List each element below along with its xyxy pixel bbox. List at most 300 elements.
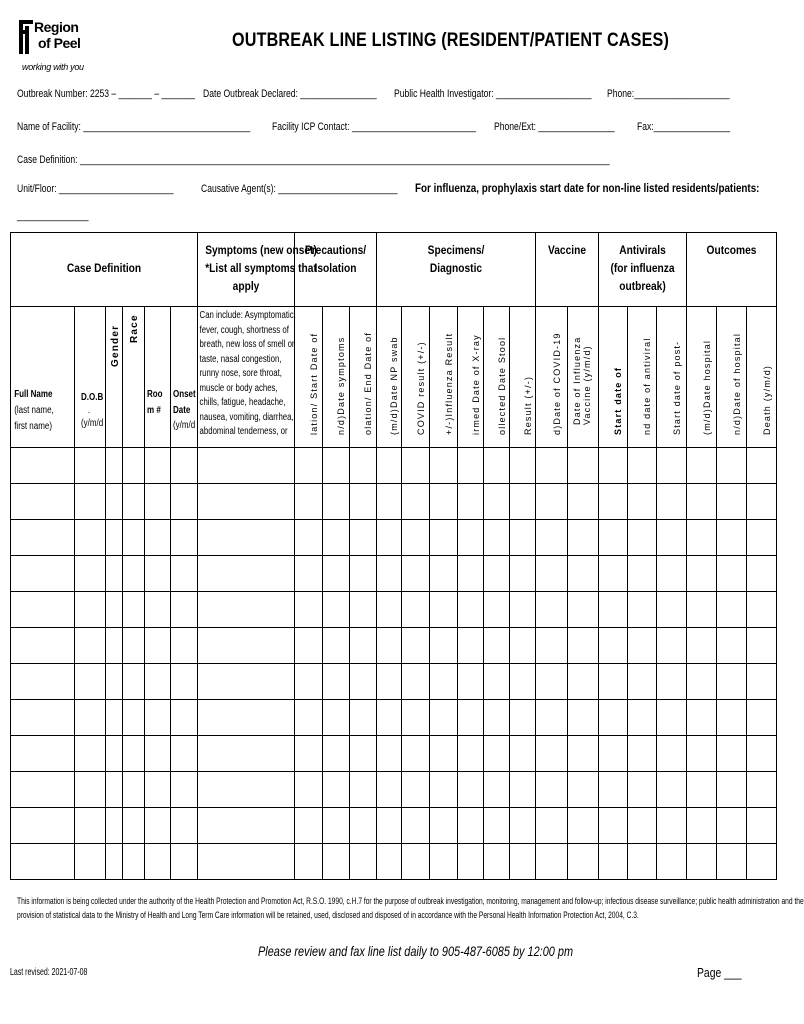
table-cell[interactable] (11, 664, 75, 700)
table-cell[interactable] (323, 556, 350, 592)
table-cell[interactable] (402, 592, 430, 628)
table-cell[interactable] (510, 844, 536, 880)
causative-agent-field[interactable]: Causative Agent(s): _________________________ (201, 183, 398, 195)
table-cell[interactable] (123, 484, 145, 520)
table-cell[interactable] (323, 628, 350, 664)
table-cell[interactable] (106, 448, 123, 484)
table-cell[interactable] (75, 736, 106, 772)
table-cell[interactable] (106, 484, 123, 520)
date-outbreak-declared-field[interactable]: Date Outbreak Declared: ________________ (203, 88, 377, 100)
table-cell[interactable] (747, 520, 777, 556)
table-cell[interactable] (198, 736, 295, 772)
table-cell[interactable] (628, 736, 657, 772)
table-cell[interactable] (323, 664, 350, 700)
table-cell[interactable] (295, 772, 323, 808)
table-cell[interactable] (510, 484, 536, 520)
table-cell[interactable] (11, 808, 75, 844)
table-cell[interactable] (484, 448, 510, 484)
table-cell[interactable] (510, 700, 536, 736)
table-cell[interactable] (295, 808, 323, 844)
table-cell[interactable] (171, 520, 198, 556)
table-cell[interactable] (75, 772, 106, 808)
table-cell[interactable] (536, 808, 568, 844)
table-cell[interactable] (657, 664, 687, 700)
table-cell[interactable] (377, 448, 402, 484)
table-cell[interactable] (430, 520, 458, 556)
table-cell[interactable] (75, 808, 106, 844)
table-cell[interactable] (123, 772, 145, 808)
table-cell[interactable] (430, 700, 458, 736)
table-cell[interactable] (198, 484, 295, 520)
table-cell[interactable] (11, 520, 75, 556)
table-cell[interactable] (377, 592, 402, 628)
table-cell[interactable] (458, 592, 484, 628)
table-cell[interactable] (536, 844, 568, 880)
table-cell[interactable] (687, 700, 717, 736)
table-cell[interactable] (350, 736, 377, 772)
table-cell[interactable] (295, 520, 323, 556)
table-cell[interactable] (458, 520, 484, 556)
table-cell[interactable] (75, 844, 106, 880)
table-cell[interactable] (536, 772, 568, 808)
table-cell[interactable] (350, 520, 377, 556)
table-cell[interactable] (458, 808, 484, 844)
table-cell[interactable] (350, 844, 377, 880)
table-cell[interactable] (171, 772, 198, 808)
table-cell[interactable] (145, 520, 171, 556)
table-cell[interactable] (123, 520, 145, 556)
table-cell[interactable] (377, 520, 402, 556)
table-cell[interactable] (198, 592, 295, 628)
case-definition-field[interactable]: Case Definition: _______________________________________________________________________________________________________________ (17, 154, 610, 166)
table-cell[interactable] (536, 628, 568, 664)
table-cell[interactable] (687, 592, 717, 628)
table-cell[interactable] (377, 844, 402, 880)
table-cell[interactable] (536, 592, 568, 628)
table-cell[interactable] (717, 592, 747, 628)
table-cell[interactable] (295, 448, 323, 484)
table-cell[interactable] (323, 808, 350, 844)
table-cell[interactable] (657, 628, 687, 664)
table-cell[interactable] (295, 592, 323, 628)
table-cell[interactable] (430, 772, 458, 808)
table-cell[interactable] (11, 844, 75, 880)
table-cell[interactable] (657, 736, 687, 772)
table-cell[interactable] (295, 844, 323, 880)
phone-field[interactable]: Phone:____________________ (607, 88, 730, 100)
table-cell[interactable] (657, 700, 687, 736)
table-cell[interactable] (350, 448, 377, 484)
table-cell[interactable] (123, 628, 145, 664)
table-cell[interactable] (510, 664, 536, 700)
table-cell[interactable] (687, 664, 717, 700)
table-cell[interactable] (11, 556, 75, 592)
table-cell[interactable] (510, 772, 536, 808)
table-cell[interactable] (628, 664, 657, 700)
table-cell[interactable] (599, 664, 628, 700)
table-cell[interactable] (568, 448, 599, 484)
table-cell[interactable] (11, 484, 75, 520)
outbreak-number-field[interactable]: Outbreak Number: 2253 – _______ – _______ (17, 88, 195, 100)
table-cell[interactable] (484, 628, 510, 664)
table-cell[interactable] (75, 664, 106, 700)
table-cell[interactable] (628, 772, 657, 808)
table-cell[interactable] (430, 736, 458, 772)
table-cell[interactable] (484, 844, 510, 880)
table-cell[interactable] (106, 808, 123, 844)
table-cell[interactable] (11, 772, 75, 808)
table-cell[interactable] (123, 592, 145, 628)
table-cell[interactable] (747, 592, 777, 628)
table-cell[interactable] (295, 664, 323, 700)
table-cell[interactable] (295, 700, 323, 736)
table-cell[interactable] (198, 448, 295, 484)
table-cell[interactable] (484, 556, 510, 592)
table-cell[interactable] (484, 772, 510, 808)
table-cell[interactable] (568, 844, 599, 880)
table-cell[interactable] (198, 664, 295, 700)
table-cell[interactable] (599, 556, 628, 592)
table-cell[interactable] (75, 556, 106, 592)
table-cell[interactable] (75, 448, 106, 484)
table-cell[interactable] (717, 772, 747, 808)
table-cell[interactable] (657, 592, 687, 628)
table-cell[interactable] (717, 664, 747, 700)
table-cell[interactable] (747, 700, 777, 736)
table-cell[interactable] (458, 844, 484, 880)
table-cell[interactable] (11, 736, 75, 772)
table-cell[interactable] (377, 736, 402, 772)
table-cell[interactable] (717, 556, 747, 592)
table-cell[interactable] (747, 628, 777, 664)
table-cell[interactable] (106, 556, 123, 592)
table-cell[interactable] (198, 628, 295, 664)
table-cell[interactable] (106, 520, 123, 556)
table-cell[interactable] (568, 592, 599, 628)
table-cell[interactable] (599, 628, 628, 664)
table-cell[interactable] (568, 628, 599, 664)
table-cell[interactable] (430, 844, 458, 880)
table-cell[interactable] (568, 484, 599, 520)
table-cell[interactable] (536, 484, 568, 520)
table-cell[interactable] (106, 592, 123, 628)
table-cell[interactable] (323, 844, 350, 880)
table-cell[interactable] (350, 808, 377, 844)
table-cell[interactable] (323, 736, 350, 772)
table-cell[interactable] (717, 844, 747, 880)
table-cell[interactable] (717, 484, 747, 520)
phone-ext-field[interactable]: Phone/Ext: ________________ (494, 121, 615, 133)
table-cell[interactable] (568, 556, 599, 592)
table-cell[interactable] (510, 628, 536, 664)
table-cell[interactable] (198, 772, 295, 808)
table-cell[interactable] (657, 520, 687, 556)
table-cell[interactable] (430, 628, 458, 664)
table-cell[interactable] (536, 664, 568, 700)
table-cell[interactable] (350, 772, 377, 808)
table-cell[interactable] (599, 520, 628, 556)
table-cell[interactable] (628, 448, 657, 484)
table-cell[interactable] (198, 520, 295, 556)
table-cell[interactable] (430, 484, 458, 520)
table-cell[interactable] (747, 484, 777, 520)
table-cell[interactable] (484, 664, 510, 700)
table-cell[interactable] (717, 736, 747, 772)
table-cell[interactable] (75, 628, 106, 664)
table-cell[interactable] (402, 664, 430, 700)
table-cell[interactable] (123, 736, 145, 772)
table-cell[interactable] (377, 772, 402, 808)
table-cell[interactable] (106, 772, 123, 808)
table-cell[interactable] (657, 556, 687, 592)
table-cell[interactable] (145, 484, 171, 520)
table-cell[interactable] (687, 448, 717, 484)
table-cell[interactable] (484, 520, 510, 556)
unit-floor-field[interactable]: Unit/Floor: ________________________ (17, 183, 174, 195)
table-cell[interactable] (145, 772, 171, 808)
table-cell[interactable] (484, 736, 510, 772)
table-cell[interactable] (323, 484, 350, 520)
table-cell[interactable] (377, 556, 402, 592)
table-cell[interactable] (484, 592, 510, 628)
table-cell[interactable] (295, 628, 323, 664)
facility-name-field[interactable]: Name of Facility: ___________________________________ (17, 121, 251, 133)
table-cell[interactable] (628, 556, 657, 592)
table-cell[interactable] (402, 700, 430, 736)
table-cell[interactable] (458, 664, 484, 700)
table-cell[interactable] (198, 556, 295, 592)
table-cell[interactable] (402, 736, 430, 772)
table-cell[interactable] (402, 628, 430, 664)
table-cell[interactable] (123, 808, 145, 844)
table-cell[interactable] (171, 484, 198, 520)
table-cell[interactable] (295, 736, 323, 772)
table-cell[interactable] (430, 592, 458, 628)
table-cell[interactable] (628, 700, 657, 736)
table-cell[interactable] (657, 484, 687, 520)
table-cell[interactable] (402, 556, 430, 592)
table-cell[interactable] (458, 772, 484, 808)
table-cell[interactable] (145, 736, 171, 772)
table-cell[interactable] (198, 700, 295, 736)
table-cell[interactable] (536, 520, 568, 556)
table-cell[interactable] (510, 808, 536, 844)
table-cell[interactable] (628, 808, 657, 844)
table-cell[interactable] (75, 700, 106, 736)
table-cell[interactable] (323, 448, 350, 484)
table-cell[interactable] (747, 844, 777, 880)
table-cell[interactable] (458, 700, 484, 736)
table-cell[interactable] (628, 628, 657, 664)
table-cell[interactable] (687, 772, 717, 808)
table-cell[interactable] (377, 700, 402, 736)
table-cell[interactable] (323, 520, 350, 556)
table-cell[interactable] (687, 736, 717, 772)
table-cell[interactable] (75, 592, 106, 628)
table-cell[interactable] (747, 664, 777, 700)
table-cell[interactable] (599, 736, 628, 772)
table-cell[interactable] (323, 772, 350, 808)
table-cell[interactable] (145, 664, 171, 700)
table-cell[interactable] (458, 736, 484, 772)
table-cell[interactable] (568, 520, 599, 556)
table-cell[interactable] (536, 448, 568, 484)
table-cell[interactable] (568, 700, 599, 736)
table-cell[interactable] (350, 700, 377, 736)
table-cell[interactable] (717, 520, 747, 556)
table-cell[interactable] (75, 520, 106, 556)
table-cell[interactable] (402, 484, 430, 520)
table-cell[interactable] (747, 808, 777, 844)
table-cell[interactable] (106, 844, 123, 880)
table-cell[interactable] (687, 628, 717, 664)
table-cell[interactable] (123, 664, 145, 700)
table-cell[interactable] (350, 664, 377, 700)
table-cell[interactable] (747, 448, 777, 484)
table-cell[interactable] (145, 844, 171, 880)
table-cell[interactable] (599, 484, 628, 520)
table-cell[interactable] (171, 664, 198, 700)
table-cell[interactable] (377, 664, 402, 700)
table-cell[interactable] (747, 736, 777, 772)
facility-icp-contact-field[interactable]: Facility ICP Contact: __________________________ (272, 121, 477, 133)
table-cell[interactable] (510, 448, 536, 484)
table-cell[interactable] (717, 448, 747, 484)
table-cell[interactable] (350, 556, 377, 592)
table-cell[interactable] (430, 664, 458, 700)
table-cell[interactable] (123, 700, 145, 736)
table-cell[interactable] (350, 484, 377, 520)
table-cell[interactable] (11, 448, 75, 484)
table-cell[interactable] (145, 808, 171, 844)
table-cell[interactable] (106, 664, 123, 700)
table-cell[interactable] (657, 448, 687, 484)
table-cell[interactable] (145, 448, 171, 484)
table-cell[interactable] (687, 484, 717, 520)
table-cell[interactable] (747, 772, 777, 808)
table-cell[interactable] (628, 592, 657, 628)
table-cell[interactable] (717, 628, 747, 664)
table-cell[interactable] (657, 808, 687, 844)
table-cell[interactable] (568, 808, 599, 844)
table-cell[interactable] (171, 628, 198, 664)
table-cell[interactable] (599, 700, 628, 736)
table-cell[interactable] (171, 700, 198, 736)
table-cell[interactable] (510, 520, 536, 556)
table-cell[interactable] (657, 772, 687, 808)
table-cell[interactable] (657, 844, 687, 880)
table-cell[interactable] (747, 556, 777, 592)
fax-field[interactable]: Fax:________________ (637, 121, 731, 133)
public-health-investigator-field[interactable]: Public Health Investigator: ____________________ (394, 88, 592, 100)
table-cell[interactable] (536, 736, 568, 772)
table-cell[interactable] (628, 484, 657, 520)
table-cell[interactable] (171, 592, 198, 628)
table-cell[interactable] (717, 808, 747, 844)
table-cell[interactable] (430, 448, 458, 484)
table-cell[interactable] (484, 808, 510, 844)
table-cell[interactable] (402, 808, 430, 844)
table-cell[interactable] (11, 592, 75, 628)
table-cell[interactable] (377, 628, 402, 664)
table-cell[interactable] (717, 700, 747, 736)
table-cell[interactable] (536, 700, 568, 736)
table-cell[interactable] (123, 844, 145, 880)
table-cell[interactable] (171, 808, 198, 844)
table-cell[interactable] (484, 484, 510, 520)
table-cell[interactable] (198, 808, 295, 844)
table-cell[interactable] (377, 484, 402, 520)
table-cell[interactable] (11, 700, 75, 736)
table-cell[interactable] (323, 592, 350, 628)
table-cell[interactable] (430, 556, 458, 592)
table-cell[interactable] (295, 556, 323, 592)
table-cell[interactable] (536, 556, 568, 592)
table-cell[interactable] (11, 628, 75, 664)
prophylaxis-date-field[interactable]: _______________ (17, 210, 89, 222)
table-cell[interactable] (106, 700, 123, 736)
table-cell[interactable] (171, 844, 198, 880)
table-cell[interactable] (599, 592, 628, 628)
table-cell[interactable] (323, 700, 350, 736)
table-cell[interactable] (599, 772, 628, 808)
table-cell[interactable] (568, 736, 599, 772)
table-cell[interactable] (458, 556, 484, 592)
table-cell[interactable] (687, 520, 717, 556)
table-cell[interactable] (350, 592, 377, 628)
table-cell[interactable] (75, 484, 106, 520)
table-cell[interactable] (628, 520, 657, 556)
table-cell[interactable] (599, 448, 628, 484)
table-cell[interactable] (458, 484, 484, 520)
table-cell[interactable] (430, 808, 458, 844)
table-cell[interactable] (599, 844, 628, 880)
table-cell[interactable] (123, 448, 145, 484)
table-cell[interactable] (145, 628, 171, 664)
table-cell[interactable] (350, 628, 377, 664)
table-cell[interactable] (628, 844, 657, 880)
table-cell[interactable] (568, 664, 599, 700)
table-cell[interactable] (510, 592, 536, 628)
table-cell[interactable] (402, 520, 430, 556)
table-cell[interactable] (458, 628, 484, 664)
table-cell[interactable] (687, 844, 717, 880)
table-cell[interactable] (458, 448, 484, 484)
table-cell[interactable] (377, 808, 402, 844)
table-cell[interactable] (687, 808, 717, 844)
table-cell[interactable] (145, 556, 171, 592)
table-cell[interactable] (106, 736, 123, 772)
table-cell[interactable] (568, 772, 599, 808)
table-cell[interactable] (145, 700, 171, 736)
table-cell[interactable] (145, 592, 171, 628)
table-cell[interactable] (171, 736, 198, 772)
table-cell[interactable] (599, 808, 628, 844)
table-cell[interactable] (402, 844, 430, 880)
table-cell[interactable] (106, 628, 123, 664)
table-cell[interactable] (171, 556, 198, 592)
table-cell[interactable] (402, 448, 430, 484)
table-cell[interactable] (171, 448, 198, 484)
table-cell[interactable] (484, 700, 510, 736)
page-number-field[interactable]: Page ___ (697, 965, 742, 980)
table-cell[interactable] (295, 484, 323, 520)
table-cell[interactable] (510, 736, 536, 772)
table-cell[interactable] (198, 844, 295, 880)
table-cell[interactable] (123, 556, 145, 592)
table-cell[interactable] (687, 556, 717, 592)
table-cell[interactable] (402, 772, 430, 808)
